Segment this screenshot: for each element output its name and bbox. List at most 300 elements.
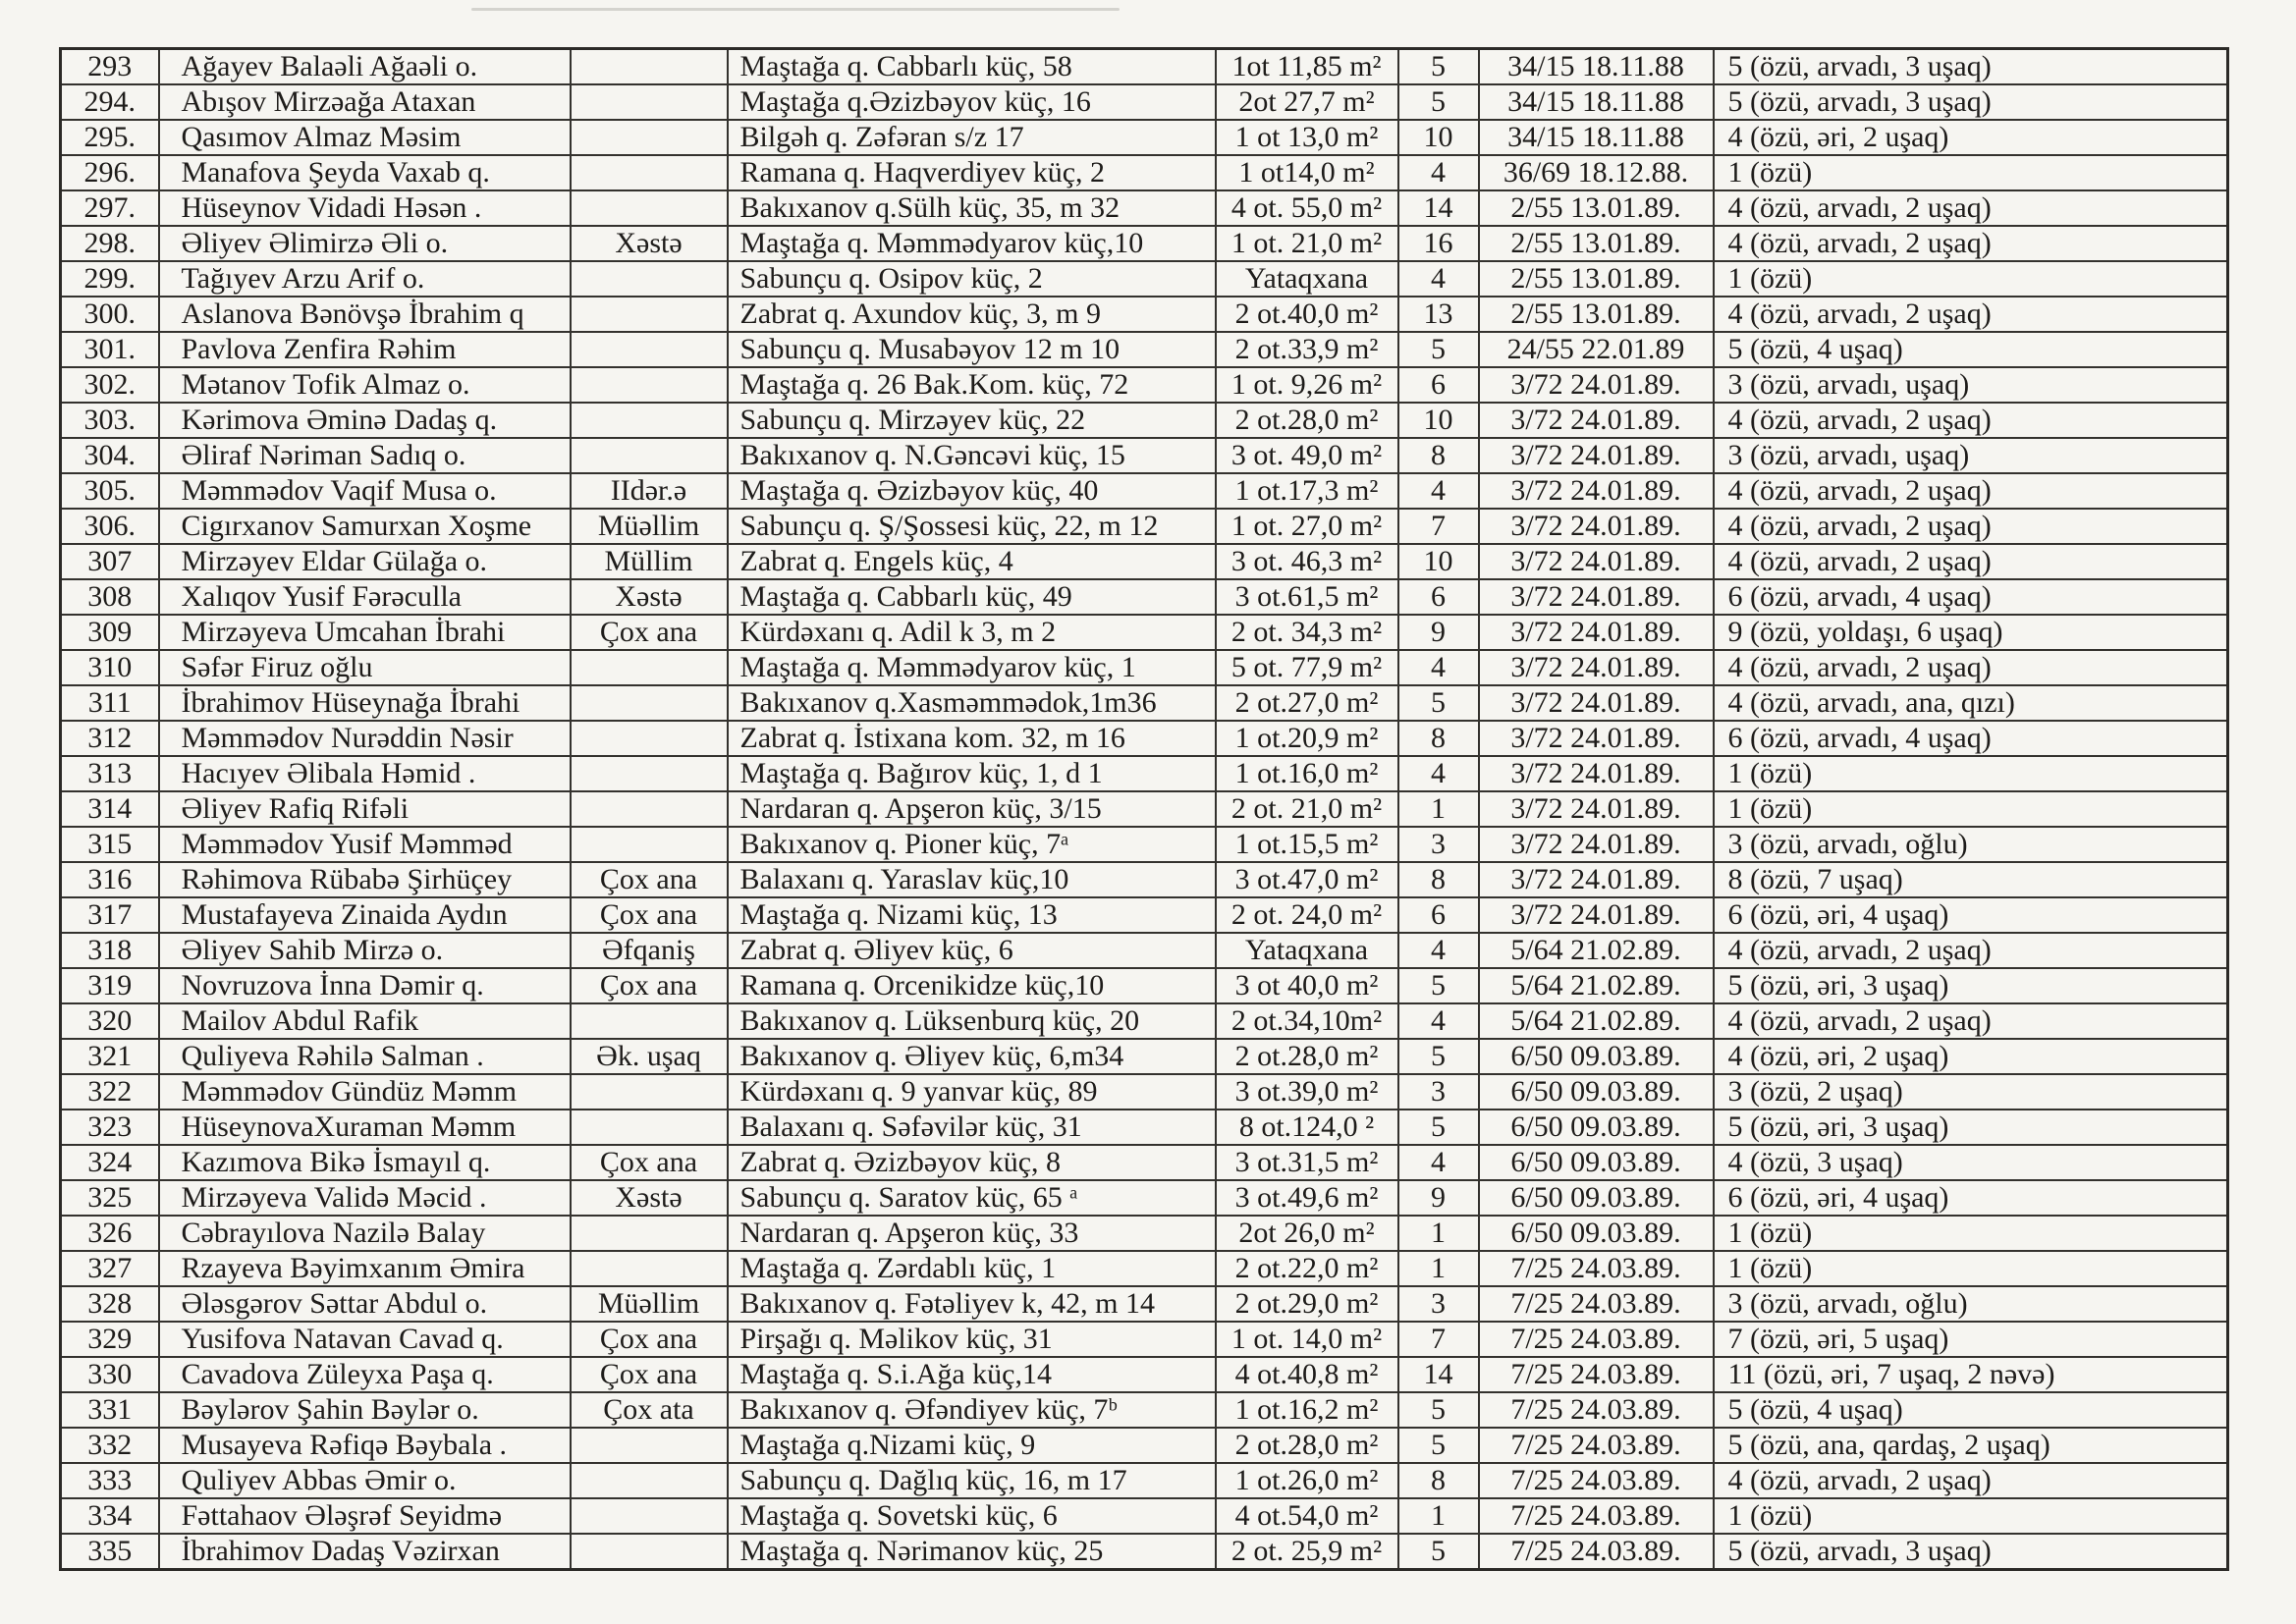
cell-rooms-area: 3 ot.49,6 m²	[1216, 1180, 1398, 1216]
cell-person-name: Səfər Firuz oğlu	[159, 650, 571, 685]
cell-rooms-area: 3 ot.39,0 m²	[1216, 1074, 1398, 1110]
table-row	[61, 1251, 2228, 1286]
cell-queue-number: 5	[1398, 1110, 1479, 1145]
table-row	[61, 1428, 2228, 1463]
cell-rooms-area: 1 ot. 9,26 m²	[1216, 367, 1398, 403]
cell-decision-date: 3/72 24.01.89.	[1479, 862, 1714, 897]
cell-status-note: Çox ana	[571, 1145, 728, 1180]
cell-person-name: Məmmədov Gündüz Məmm	[159, 1074, 571, 1110]
cell-person-name: Məmmədov Vaqif Musa o.	[159, 473, 571, 509]
cell-row-number: 315	[61, 827, 159, 862]
cell-person-name: Məmmədov Yusif Məmməd	[159, 827, 571, 862]
cell-status-note: Müəllim	[571, 509, 728, 544]
cell-queue-number: 7	[1398, 509, 1479, 544]
cell-queue-number: 7	[1398, 1322, 1479, 1357]
cell-decision-date: 2/55 13.01.89.	[1479, 261, 1714, 297]
cell-row-number: 334	[61, 1498, 159, 1534]
cell-status-note	[571, 1003, 728, 1039]
cell-family-members: 4 (özü, arvadı, 2 uşaq)	[1714, 544, 2228, 579]
cell-status-note	[571, 827, 728, 862]
cell-queue-number: 1	[1398, 791, 1479, 827]
cell-status-note	[571, 403, 728, 438]
cell-row-number: 309	[61, 615, 159, 650]
cell-row-number: 330	[61, 1357, 159, 1392]
cell-queue-number: 4	[1398, 473, 1479, 509]
cell-status-note	[571, 84, 728, 120]
cell-person-name: Xalıqov Yusif Fərəculla	[159, 579, 571, 615]
cell-status-note	[571, 297, 728, 332]
cell-rooms-area: 1ot 11,85 m²	[1216, 49, 1398, 85]
table-row	[61, 1110, 2228, 1145]
cell-rooms-area: 4 ot. 55,0 m²	[1216, 190, 1398, 226]
cell-person-name: Mustafayeva Zinaida Aydın	[159, 897, 571, 933]
cell-family-members: 5 (özü, 4 uşaq)	[1714, 332, 2228, 367]
cell-queue-number: 5	[1398, 1428, 1479, 1463]
cell-address: Bakıxanov q.Sülh küç, 35, m 32	[728, 190, 1216, 226]
table-row	[61, 862, 2228, 897]
cell-family-members: 6 (özü, əri, 4 uşaq)	[1714, 897, 2228, 933]
cell-row-number: 318	[61, 933, 159, 968]
cell-address: Maştağa q. 26 Bak.Kom. küç, 72	[728, 367, 1216, 403]
cell-person-name: Cəbrayılova Nazilə Balay	[159, 1216, 571, 1251]
cell-family-members: 5 (özü, ana, qardaş, 2 uşaq)	[1714, 1428, 2228, 1463]
cell-rooms-area: 3 ot. 46,3 m²	[1216, 544, 1398, 579]
cell-row-number: 319	[61, 968, 159, 1003]
cell-address: Pirşağı q. Məlikov küç, 31	[728, 1322, 1216, 1357]
cell-rooms-area: 2 ot.28,0 m²	[1216, 1039, 1398, 1074]
cell-status-note: Çox ana	[571, 968, 728, 1003]
cell-decision-date: 34/15 18.11.88	[1479, 120, 1714, 155]
cell-status-note	[571, 1216, 728, 1251]
table-row	[61, 438, 2228, 473]
cell-row-number: 317	[61, 897, 159, 933]
cell-person-name: Quliyev Abbas Əmir o.	[159, 1463, 571, 1498]
cell-decision-date: 7/25 24.03.89.	[1479, 1286, 1714, 1322]
cell-row-number: 305.	[61, 473, 159, 509]
cell-rooms-area: 2 ot. 34,3 m²	[1216, 615, 1398, 650]
cell-family-members: 7 (özü, əri, 5 uşaq)	[1714, 1322, 2228, 1357]
cell-person-name: Mirzəyeva Umcahan İbrahi	[159, 615, 571, 650]
cell-decision-date: 6/50 09.03.89.	[1479, 1216, 1714, 1251]
cell-address: Bakıxanov q. Fətəliyev k, 42, m 14	[728, 1286, 1216, 1322]
cell-queue-number: 5	[1398, 1039, 1479, 1074]
table-row	[61, 332, 2228, 367]
table-row	[61, 120, 2228, 155]
cell-status-note: Müəllim	[571, 1286, 728, 1322]
cell-status-note	[571, 1498, 728, 1534]
cell-family-members: 4 (özü, arvadı, 2 uşaq)	[1714, 297, 2228, 332]
cell-rooms-area: 2 ot.40,0 m²	[1216, 297, 1398, 332]
cell-queue-number: 5	[1398, 1392, 1479, 1428]
cell-status-note	[571, 190, 728, 226]
cell-rooms-area: Yataqxana	[1216, 933, 1398, 968]
cell-status-note: IIdər.ə	[571, 473, 728, 509]
cell-row-number: 310	[61, 650, 159, 685]
table-row	[61, 190, 2228, 226]
cell-rooms-area: 1 ot14,0 m²	[1216, 155, 1398, 190]
cell-row-number: 335	[61, 1534, 159, 1570]
table-row	[61, 1180, 2228, 1216]
table-row	[61, 721, 2228, 756]
cell-queue-number: 10	[1398, 544, 1479, 579]
table-row	[61, 49, 2228, 85]
cell-address: Maştağa q. Məmmədyarov küç, 1	[728, 650, 1216, 685]
table-row	[61, 827, 2228, 862]
cell-rooms-area: 2ot 26,0 m²	[1216, 1216, 1398, 1251]
cell-row-number: 331	[61, 1392, 159, 1428]
cell-person-name: Mailov Abdul Rafik	[159, 1003, 571, 1039]
cell-queue-number: 4	[1398, 261, 1479, 297]
cell-decision-date: 6/50 09.03.89.	[1479, 1110, 1714, 1145]
cell-queue-number: 6	[1398, 367, 1479, 403]
cell-address: Zabrat q. Axundov küç, 3, m 9	[728, 297, 1216, 332]
cell-family-members: 5 (özü, əri, 3 uşaq)	[1714, 968, 2228, 1003]
cell-family-members: 4 (özü, arvadı, 2 uşaq)	[1714, 933, 2228, 968]
cell-status-note: Əfqaniş	[571, 933, 728, 968]
cell-person-name: Pavlova Zenfira Rəhim	[159, 332, 571, 367]
cell-status-note	[571, 1074, 728, 1110]
cell-queue-number: 4	[1398, 933, 1479, 968]
cell-rooms-area: 1 ot.15,5 m²	[1216, 827, 1398, 862]
cell-family-members: 3 (özü, arvadı, oğlu)	[1714, 1286, 2228, 1322]
table-row	[61, 1498, 2228, 1534]
cell-address: Sabunçu q. Musabəyov 12 m 10	[728, 332, 1216, 367]
cell-status-note	[571, 1463, 728, 1498]
cell-person-name: Quliyeva Rəhilə Salman .	[159, 1039, 571, 1074]
cell-decision-date: 3/72 24.01.89.	[1479, 509, 1714, 544]
cell-address: Sabunçu q. Mirzəyev küç, 22	[728, 403, 1216, 438]
table-row	[61, 1392, 2228, 1428]
cell-decision-date: 7/25 24.03.89.	[1479, 1392, 1714, 1428]
cell-family-members: 4 (özü, arvadı, 2 uşaq)	[1714, 509, 2228, 544]
cell-family-members: 8 (özü, 7 uşaq)	[1714, 862, 2228, 897]
cell-address: Zabrat q. İstixana kom. 32, m 16	[728, 721, 1216, 756]
table-row	[61, 579, 2228, 615]
cell-status-note: Çox ana	[571, 615, 728, 650]
cell-person-name: Əliyev Əlimirzə Əli o.	[159, 226, 571, 261]
cell-row-number: 323	[61, 1110, 159, 1145]
cell-family-members: 4 (özü, arvadı, 2 uşaq)	[1714, 650, 2228, 685]
cell-family-members: 4 (özü, əri, 2 uşaq)	[1714, 1039, 2228, 1074]
table-row	[61, 84, 2228, 120]
cell-row-number: 312	[61, 721, 159, 756]
cell-queue-number: 1	[1398, 1251, 1479, 1286]
cell-queue-number: 6	[1398, 579, 1479, 615]
cell-rooms-area: 1 ot 13,0 m²	[1216, 120, 1398, 155]
cell-family-members: 6 (özü, arvadı, 4 uşaq)	[1714, 721, 2228, 756]
cell-queue-number: 1	[1398, 1498, 1479, 1534]
cell-rooms-area: 2 ot.33,9 m²	[1216, 332, 1398, 367]
table-row	[61, 1534, 2228, 1570]
cell-status-note	[571, 1534, 728, 1570]
cell-family-members: 1 (özü)	[1714, 261, 2228, 297]
table-row	[61, 473, 2228, 509]
cell-rooms-area: 3 ot 40,0 m²	[1216, 968, 1398, 1003]
cell-queue-number: 4	[1398, 1145, 1479, 1180]
cell-person-name: Cigırxanov Samurxan Xoşme	[159, 509, 571, 544]
cell-decision-date: 3/72 24.01.89.	[1479, 791, 1714, 827]
cell-status-note	[571, 367, 728, 403]
cell-rooms-area: 1 ot.16,2 m²	[1216, 1392, 1398, 1428]
cell-queue-number: 14	[1398, 190, 1479, 226]
cell-row-number: 327	[61, 1251, 159, 1286]
cell-person-name: Hüseynov Vidadi Həsən .	[159, 190, 571, 226]
cell-status-note	[571, 791, 728, 827]
cell-row-number: 324	[61, 1145, 159, 1180]
cell-address: Bakıxanov q. Lüksenburq küç, 20	[728, 1003, 1216, 1039]
cell-row-number: 325	[61, 1180, 159, 1216]
cell-decision-date: 3/72 24.01.89.	[1479, 438, 1714, 473]
cell-decision-date: 34/15 18.11.88	[1479, 84, 1714, 120]
cell-address: Bakıxanov q. Əliyev küç, 6,m34	[728, 1039, 1216, 1074]
cell-person-name: Mirzəyeva Validə Məcid .	[159, 1180, 571, 1216]
table-row	[61, 1463, 2228, 1498]
table-row	[61, 1003, 2228, 1039]
table-row	[61, 403, 2228, 438]
cell-rooms-area: 2 ot.29,0 m²	[1216, 1286, 1398, 1322]
cell-family-members: 5 (özü, əri, 3 uşaq)	[1714, 1110, 2228, 1145]
cell-person-name: Mətanov Tofik Almaz o.	[159, 367, 571, 403]
cell-row-number: 333	[61, 1463, 159, 1498]
cell-decision-date: 6/50 09.03.89.	[1479, 1180, 1714, 1216]
scan-artifact-line	[471, 8, 1120, 11]
cell-person-name: Yusifova Natavan Cavad q.	[159, 1322, 571, 1357]
cell-address: Maştağa q. Sovetski küç, 6	[728, 1498, 1216, 1534]
cell-rooms-area: 2 ot.34,10m²	[1216, 1003, 1398, 1039]
cell-decision-date: 3/72 24.01.89.	[1479, 367, 1714, 403]
cell-queue-number: 4	[1398, 155, 1479, 190]
cell-queue-number: 5	[1398, 332, 1479, 367]
cell-status-note: Ək. uşaq	[571, 1039, 728, 1074]
cell-rooms-area: 2 ot. 21,0 m²	[1216, 791, 1398, 827]
cell-queue-number: 4	[1398, 1003, 1479, 1039]
cell-decision-date: 7/25 24.03.89.	[1479, 1322, 1714, 1357]
cell-address: Nardaran q. Apşeron küç, 33	[728, 1216, 1216, 1251]
table-row	[61, 1074, 2228, 1110]
cell-queue-number: 10	[1398, 120, 1479, 155]
table-row	[61, 897, 2228, 933]
cell-person-name: Fəttahaov Ələşrəf Seyidmə	[159, 1498, 571, 1534]
cell-decision-date: 3/72 24.01.89.	[1479, 615, 1714, 650]
cell-decision-date: 7/25 24.03.89.	[1479, 1251, 1714, 1286]
cell-address: Maştağa q.Nizami küç, 9	[728, 1428, 1216, 1463]
cell-decision-date: 6/50 09.03.89.	[1479, 1074, 1714, 1110]
cell-queue-number: 16	[1398, 226, 1479, 261]
table-row	[61, 544, 2228, 579]
cell-queue-number: 8	[1398, 862, 1479, 897]
cell-status-note	[571, 1110, 728, 1145]
table-row	[61, 933, 2228, 968]
cell-queue-number: 3	[1398, 827, 1479, 862]
cell-person-name: Əliyev Sahib Mirzə o.	[159, 933, 571, 968]
cell-queue-number: 3	[1398, 1074, 1479, 1110]
cell-queue-number: 9	[1398, 615, 1479, 650]
cell-decision-date: 2/55 13.01.89.	[1479, 297, 1714, 332]
cell-decision-date: 7/25 24.03.89.	[1479, 1357, 1714, 1392]
cell-queue-number: 4	[1398, 650, 1479, 685]
table-row	[61, 509, 2228, 544]
cell-family-members: 3 (özü, 2 uşaq)	[1714, 1074, 2228, 1110]
cell-address: Kürdəxanı q. Adil k 3, m 2	[728, 615, 1216, 650]
cell-person-name: Tağıyev Arzu Arif o.	[159, 261, 571, 297]
cell-queue-number: 8	[1398, 1463, 1479, 1498]
cell-family-members: 4 (özü, 3 uşaq)	[1714, 1145, 2228, 1180]
cell-family-members: 4 (özü, arvadı, 2 uşaq)	[1714, 1463, 2228, 1498]
cell-family-members: 1 (özü)	[1714, 155, 2228, 190]
cell-row-number: 298.	[61, 226, 159, 261]
table-row	[61, 261, 2228, 297]
cell-decision-date: 3/72 24.01.89.	[1479, 756, 1714, 791]
cell-person-name: İbrahimov Hüseynağa İbrahi	[159, 685, 571, 721]
cell-status-note	[571, 1251, 728, 1286]
cell-person-name: Novruzova İnna Dəmir q.	[159, 968, 571, 1003]
cell-row-number: 301.	[61, 332, 159, 367]
cell-queue-number: 4	[1398, 756, 1479, 791]
cell-decision-date: 5/64 21.02.89.	[1479, 1003, 1714, 1039]
cell-family-members: 3 (özü, arvadı, uşaq)	[1714, 438, 2228, 473]
table-row	[61, 615, 2228, 650]
cell-address: Zabrat q. Əzizbəyov küç, 8	[728, 1145, 1216, 1180]
cell-rooms-area: 3 ot. 49,0 m²	[1216, 438, 1398, 473]
cell-decision-date: 36/69 18.12.88.	[1479, 155, 1714, 190]
cell-rooms-area: 2 ot.22,0 m²	[1216, 1251, 1398, 1286]
table-row	[61, 1357, 2228, 1392]
cell-family-members: 6 (özü, əri, 4 uşaq)	[1714, 1180, 2228, 1216]
cell-decision-date: 2/55 13.01.89.	[1479, 190, 1714, 226]
cell-person-name: Mirzəyev Eldar Gülağa o.	[159, 544, 571, 579]
cell-status-note: Xəstə	[571, 226, 728, 261]
cell-person-name: İbrahimov Dadaş Vəzirxan	[159, 1534, 571, 1570]
cell-family-members: 1 (özü)	[1714, 1498, 2228, 1534]
table-row	[61, 1145, 2228, 1180]
cell-address: Maştağa q.Əzizbəyov küç, 16	[728, 84, 1216, 120]
cell-family-members: 3 (özü, arvadı, oğlu)	[1714, 827, 2228, 862]
table-row	[61, 756, 2228, 791]
cell-address: Maştağa q. Məmmədyarov küç,10	[728, 226, 1216, 261]
table-row	[61, 297, 2228, 332]
cell-address: Balaxanı q. Yaraslav küç,10	[728, 862, 1216, 897]
cell-queue-number: 3	[1398, 1286, 1479, 1322]
cell-decision-date: 3/72 24.01.89.	[1479, 403, 1714, 438]
cell-row-number: 320	[61, 1003, 159, 1039]
cell-row-number: 293	[61, 49, 159, 85]
cell-row-number: 297.	[61, 190, 159, 226]
cell-person-name: Aslanova Bənövşə İbrahim q	[159, 297, 571, 332]
cell-address: Ramana q. Orcenikidze küç,10	[728, 968, 1216, 1003]
cell-row-number: 295.	[61, 120, 159, 155]
cell-family-members: 4 (özü, arvadı, ana, qızı)	[1714, 685, 2228, 721]
cell-decision-date: 3/72 24.01.89.	[1479, 827, 1714, 862]
cell-rooms-area: 1 ot.17,3 m²	[1216, 473, 1398, 509]
cell-person-name: Əliyev Rafiq Rifəli	[159, 791, 571, 827]
cell-person-name: Manafova Şeyda Vaxab q.	[159, 155, 571, 190]
cell-rooms-area: 2 ot.27,0 m²	[1216, 685, 1398, 721]
cell-queue-number: 10	[1398, 403, 1479, 438]
cell-row-number: 316	[61, 862, 159, 897]
cell-status-note	[571, 756, 728, 791]
cell-decision-date: 7/25 24.03.89.	[1479, 1463, 1714, 1498]
cell-row-number: 306.	[61, 509, 159, 544]
cell-person-name: Hacıyev Əlibala Həmid .	[159, 756, 571, 791]
cell-status-note	[571, 261, 728, 297]
cell-status-note	[571, 1428, 728, 1463]
cell-rooms-area: 5 ot. 77,9 m²	[1216, 650, 1398, 685]
cell-rooms-area: 3 ot.61,5 m²	[1216, 579, 1398, 615]
cell-rooms-area: 2 ot.28,0 m²	[1216, 1428, 1398, 1463]
cell-decision-date: 3/72 24.01.89.	[1479, 721, 1714, 756]
cell-status-note: Çox ana	[571, 1357, 728, 1392]
cell-row-number: 308	[61, 579, 159, 615]
cell-row-number: 314	[61, 791, 159, 827]
cell-family-members: 4 (özü, əri, 2 uşaq)	[1714, 120, 2228, 155]
cell-decision-date: 7/25 24.03.89.	[1479, 1428, 1714, 1463]
cell-person-name: Qasımov Almaz Məsim	[159, 120, 571, 155]
cell-queue-number: 9	[1398, 1180, 1479, 1216]
cell-decision-date: 2/55 13.01.89.	[1479, 226, 1714, 261]
cell-row-number: 307	[61, 544, 159, 579]
cell-family-members: 4 (özü, arvadı, 2 uşaq)	[1714, 226, 2228, 261]
cell-address: Sabunçu q. Dağlıq küç, 16, m 17	[728, 1463, 1216, 1498]
cell-address: Zabrat q. Engels küç, 4	[728, 544, 1216, 579]
table-body	[61, 49, 2228, 1570]
housing-queue-table	[59, 47, 2229, 1571]
cell-person-name: Kazımova Bikə İsmayıl q.	[159, 1145, 571, 1180]
cell-family-members: 3 (özü, arvadı, uşaq)	[1714, 367, 2228, 403]
cell-rooms-area: 1 ot. 21,0 m²	[1216, 226, 1398, 261]
cell-queue-number: 13	[1398, 297, 1479, 332]
cell-family-members: 1 (özü)	[1714, 1216, 2228, 1251]
cell-status-note: Xəstə	[571, 579, 728, 615]
cell-queue-number: 5	[1398, 685, 1479, 721]
table-row	[61, 1216, 2228, 1251]
cell-address: Sabunçu q. Saratov küç, 65 ᵃ	[728, 1180, 1216, 1216]
cell-queue-number: 5	[1398, 84, 1479, 120]
cell-status-note	[571, 721, 728, 756]
cell-person-name: HüseynovaXuraman Məmm	[159, 1110, 571, 1145]
cell-queue-number: 5	[1398, 1534, 1479, 1570]
cell-rooms-area: 8 ot.124,0 ²	[1216, 1110, 1398, 1145]
cell-person-name: Musayeva Rəfiqə Bəybala .	[159, 1428, 571, 1463]
cell-address: Maştağa q. Nərimanov küç, 25	[728, 1534, 1216, 1570]
cell-person-name: Rəhimova Rübabə Şirhüçey	[159, 862, 571, 897]
cell-rooms-area: 1 ot.26,0 m²	[1216, 1463, 1398, 1498]
cell-rooms-area: 1 ot.20,9 m²	[1216, 721, 1398, 756]
cell-person-name: Ağayev Balaəli Ağaəli o.	[159, 49, 571, 85]
cell-family-members: 4 (özü, arvadı, 2 uşaq)	[1714, 473, 2228, 509]
cell-rooms-area: 4 ot.54,0 m²	[1216, 1498, 1398, 1534]
cell-family-members: 5 (özü, arvadı, 3 uşaq)	[1714, 49, 2228, 85]
table-row	[61, 650, 2228, 685]
cell-family-members: 5 (özü, 4 uşaq)	[1714, 1392, 2228, 1428]
cell-address: Maştağa q. Cabbarlı küç, 49	[728, 579, 1216, 615]
cell-queue-number: 1	[1398, 1216, 1479, 1251]
cell-status-note	[571, 49, 728, 85]
cell-address: Ramana q. Haqverdiyev küç, 2	[728, 155, 1216, 190]
cell-family-members: 4 (özü, arvadı, 2 uşaq)	[1714, 403, 2228, 438]
cell-address: Bakıxanov q. Pioner küç, 7ᵃ	[728, 827, 1216, 862]
cell-address: Maştağa q. Nizami küç, 13	[728, 897, 1216, 933]
cell-status-note	[571, 650, 728, 685]
cell-decision-date: 3/72 24.01.89.	[1479, 685, 1714, 721]
cell-status-note: Xəstə	[571, 1180, 728, 1216]
cell-person-name: Ələsgərov Səttar Abdul o.	[159, 1286, 571, 1322]
cell-family-members: 11 (özü, əri, 7 uşaq, 2 nəvə)	[1714, 1357, 2228, 1392]
cell-rooms-area: 3 ot.47,0 m²	[1216, 862, 1398, 897]
cell-rooms-area: 1 ot. 27,0 m²	[1216, 509, 1398, 544]
cell-family-members: 4 (özü, arvadı, 2 uşaq)	[1714, 190, 2228, 226]
cell-row-number: 328	[61, 1286, 159, 1322]
cell-queue-number: 6	[1398, 897, 1479, 933]
